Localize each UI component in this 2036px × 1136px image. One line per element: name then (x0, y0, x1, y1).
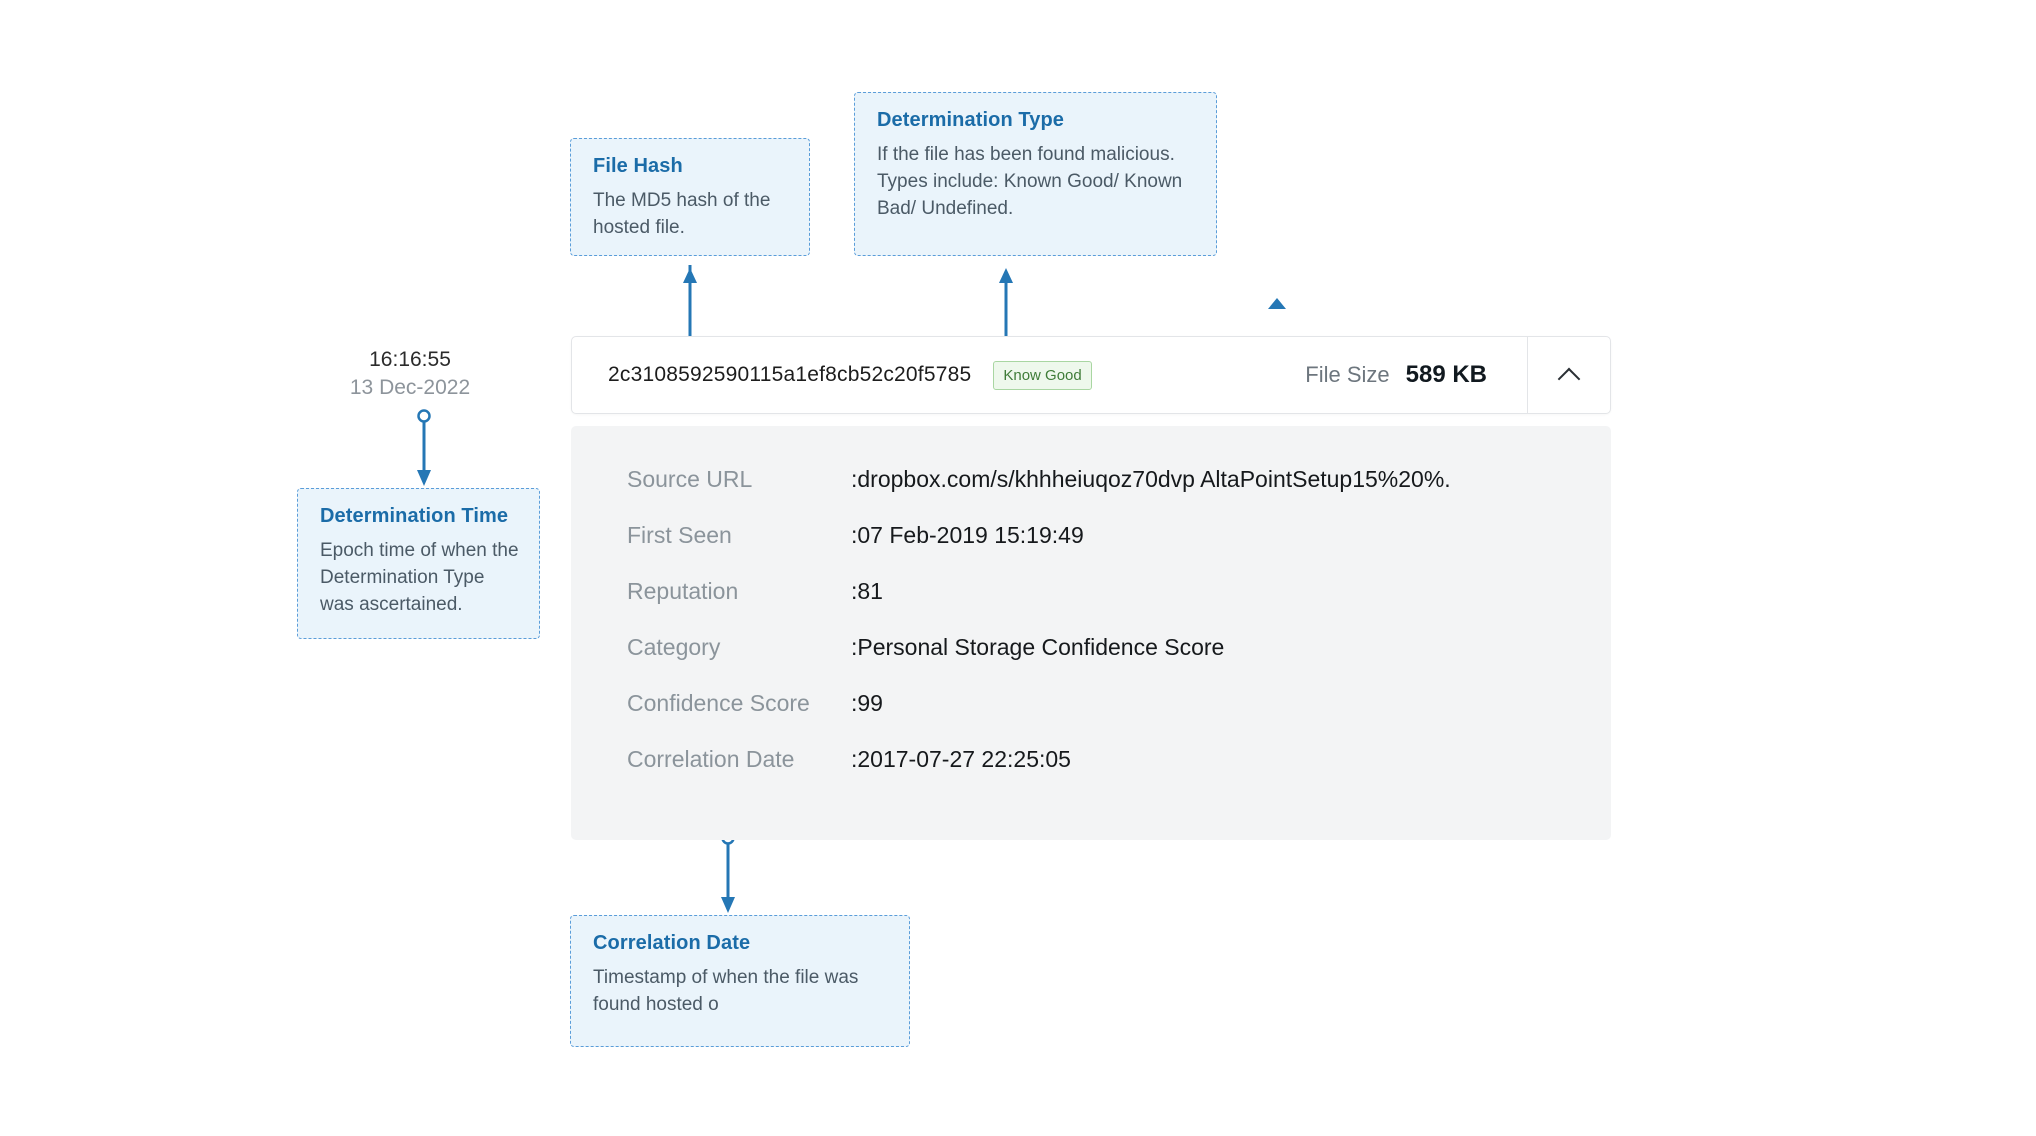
callout-correlation-date-title: Correlation Date (593, 932, 751, 954)
file-size-value: 589 KB (1405, 361, 1487, 388)
detail-value: :99 (851, 690, 883, 716)
detail-row (571, 632, 1611, 688)
callout-determination-type (854, 92, 1217, 256)
file-size-label: File Size (1305, 362, 1390, 387)
file-record-card (571, 336, 1611, 840)
detail-row (571, 576, 1611, 632)
collapse-toggle-button[interactable] (1527, 337, 1610, 413)
callout-determination-time-title: Determination Time (320, 505, 509, 527)
detail-value: :dropbox.com/s/khhheiuqoz70dvp AltaPointSetup15%20%. (851, 466, 1451, 492)
detail-row (571, 520, 1611, 576)
callout-determination-type-title: Determination Type (877, 109, 1065, 131)
callout-correlation-date-body: Timestamp of when the file was found hosted o (593, 967, 859, 1015)
detail-row (571, 688, 1611, 744)
detail-key: Category (627, 634, 721, 660)
triangle-marker-icon (1268, 298, 1286, 309)
detail-key: Source URL (627, 466, 753, 492)
callout-correlation-date (570, 915, 910, 1047)
callout-determination-type-body: If the file has been found malicious. Types include: Known Good/ Known Bad/ Undefined. (877, 144, 1183, 219)
callout-file-hash-body: The MD5 hash of the hosted file. (593, 190, 771, 238)
detail-value: :07 Feb-2019 15:19:49 (851, 522, 1084, 548)
record-header-right (1305, 337, 1610, 413)
record-details-panel (571, 426, 1611, 840)
detail-key: Correlation Date (627, 746, 795, 772)
chevron-up-icon (1559, 365, 1579, 385)
detail-value: :2017-07-27 22:25:05 (851, 746, 1071, 772)
detail-row (571, 744, 1611, 800)
callout-determination-time-body: Epoch time of when the Determination Type was ascertained. (320, 540, 519, 615)
detail-value: :Personal Storage Confidence Score (851, 634, 1225, 660)
timestamp-time: 16:16:55 (369, 348, 451, 371)
callout-determination-time (297, 488, 540, 639)
file-hash-value: 2c3108592590115a1ef8cb52c20f5785 (608, 363, 972, 386)
detail-key: Confidence Score (627, 690, 810, 716)
callout-file-hash-title: File Hash (593, 155, 683, 177)
detail-row (571, 464, 1611, 520)
record-header[interactable] (571, 336, 1611, 414)
detail-value: :81 (851, 578, 883, 604)
timestamp-date: 13 Dec-2022 (349, 376, 471, 399)
detail-key: Reputation (627, 578, 739, 604)
determination-timestamp (330, 346, 490, 402)
detail-key: First Seen (627, 522, 732, 548)
determination-status-badge: Know Good (993, 361, 1091, 390)
callout-file-hash (570, 138, 810, 256)
